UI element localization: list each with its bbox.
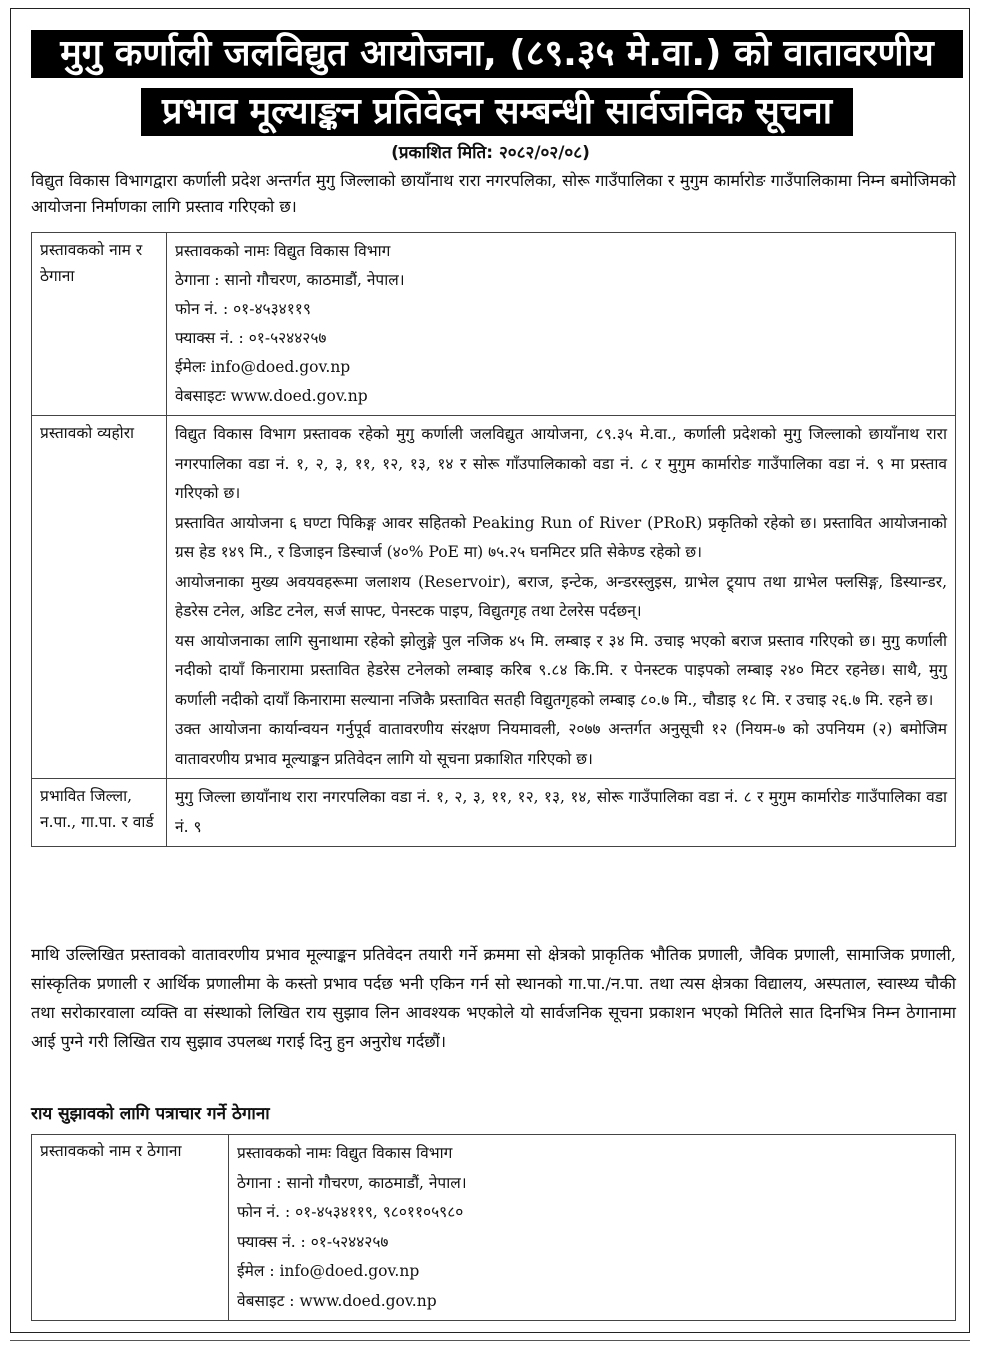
proponent-name: प्रस्तावकको नामः विद्युत विकास विभाग <box>175 242 391 260</box>
published-date: (प्रकाशित मिति: २०८२/०२/०८) <box>391 143 590 163</box>
contact-email: ईमेल : info@doed.gov.np <box>237 1262 420 1280</box>
contact-table <box>31 1134 956 1321</box>
affected-label: प्रभावित जिल्ला, न.पा., गा.पा. र वार्ड <box>32 779 167 847</box>
notice-title-line-1: मुगु कर्णाली जलविद्युत आयोजना, (८९.३५ मे.वा.) को वातावरणीय <box>31 30 963 78</box>
contact-heading: राय सुझावको लागि पत्राचार गर्ने ठेगाना <box>31 1104 270 1124</box>
description-paragraph-4: यस आयोजनाका लागि सुनाथामा रहेको झोलुङ्गे पुल नजिक ४५ मि. लम्बाइ र ३४ मि. उचाइ भएको बराज प्रस्ताव गरिएको छ। मुगु कर्णाली नदीको दायाँ किनारामा प्रस्तावित हेडरेस टनेलको लम्बाइ करिब ९.८४ कि.मि. र पेनस्टक पाइपको लम्बाइ २४० मिटर रहनेछ। साथै, मुगु कर्णाली नदीको दायाँ किनारामा सल्याना नजिकै प्रस्तावित सतही विद्युतगृहको लम्बाइ ८०.७ मि., चौडाइ १८ मि. र उचाइ २६.७ मि. रहने छ। <box>175 631 947 709</box>
table-row-contact <box>32 1135 956 1321</box>
proponent-fax: फ्याक्स नं. : ०१-५२४४२५७ <box>175 329 327 347</box>
table-row-affected <box>32 779 956 847</box>
closing-paragraph: माथि उल्लिखित प्रस्तावको वातावरणीय प्रभाव मूल्याङ्कन प्रतिवेदन तयारी गर्ने क्रममा सो क्षेत्रको प्राकृतिक भौतिक प्रणाली, जैविक प्रणाली, सामाजिक प्रणाली, सांस्कृतिक प्रणाली र आर्थिक प्रणालीमा के कस्तो प्रभाव पर्दछ भनी एकिन गर्न सो स्थानको गा.पा./न.पा. तथा त्यस क्षेत्रका विद्यालय, अस्पताल, स्वास्थ्य चौकी तथा सरोकारवाला व्यक्ति वा संस्थाको लिखित राय सुझाव लिन आवश्यक भएकोले यो सार्वजनिक सूचना प्रकाशन भएको मितिले सात दिनभित्र निम्न ठेगानामा आई पुग्ने गरी लिखित राय सुझाव उपलब्ध गराई दिनु हुन अनुरोध गर्दछौं। <box>31 945 956 1051</box>
description-paragraph-5: उक्त आयोजना कार्यान्वयन गर्नुपूर्व वातावरणीय संरक्षण नियमावली, २०७७ अन्तर्गत अनुसूची १२ (नियम-७ को उपनियम (२) बमोजिम वातावरणीय प्रभाव मूल्याङ्कन प्रतिवेदन लागि यो सूचना प्रकाशित गरिएको छ। <box>175 720 947 768</box>
description-paragraph-2: प्रस्तावित आयोजना ६ घण्टा पिकिङ्ग आवर सहितको Peaking Run of River (PRoR) प्रकृतिको रहेको छ। प्रस्तावित आयोजनाको ग्रस हेड १४९ मि., र डिजाइन डिस्चार्ज (४०% PoE मा) ७५.२५ घनमिटर प्रति सेकेण्ड रहेको छ। <box>175 513 947 561</box>
description-paragraph-1: विद्युत विकास विभाग प्रस्तावक रहेको मुगु कर्णाली जलविद्युत आयोजना, ८९.३५ मे.वा., कर्णाली प्रदेशको मुगु जिल्लाको छायाँनाथ रारा नगरपालिका वडा नं. १, २, ३, ११, १२, १३, १४ र सोरू गाँउपालिकाको वडा नं. ८ र मुगुम कार्मारोङ गाउँपालिका वडा नं. ९ मा प्रस्ताव गरिएको छ। <box>175 425 947 502</box>
table-row-description <box>32 416 956 779</box>
contact-address: ठेगाना : सानो गौचरण, काठमाडौं, नेपाल। <box>237 1173 467 1192</box>
contact-name: प्रस्तावकको नामः विद्युत विकास विभाग <box>237 1144 453 1162</box>
description-details <box>167 416 956 779</box>
proponent-phone: फोन नं. : ०१-४५३४११९ <box>175 300 311 318</box>
notice-title-line-2: प्रभाव मूल्याङ्कन प्रतिवेदन सम्बन्धी सार्वजनिक सूचना <box>141 88 853 136</box>
intro-paragraph: विद्युत विकास विभागद्वारा कर्णाली प्रदेश अन्तर्गत मुगु जिल्लाको छायाँनाथ रारा नगरपलिका, सोरू गाउँपालिका र मुगुम कार्मारोङ गाउँपालिकामा निम्न बमोजिमको आयोजना निर्माणका लागि प्रस्ताव गरिएको छ। <box>31 171 956 216</box>
proponent-address: ठेगाना : सानो गौचरण, काठमाडौं, नेपाल। <box>175 271 405 289</box>
contact-details <box>229 1135 956 1321</box>
contact-fax: फ्याक्स नं. : ०१-५२४४२५७ <box>237 1232 389 1251</box>
proponent-website: वेबसाइटः www.doed.gov.np <box>175 387 368 405</box>
proponent-details <box>167 233 956 416</box>
proponent-email: ईमेलः info@doed.gov.np <box>175 358 351 376</box>
footer-rule <box>10 1340 970 1341</box>
contact-label: प्रस्तावकको नाम र ठेगाना <box>32 1135 229 1321</box>
proponent-label: प्रस्तावकको नाम र ठेगाना <box>32 233 167 416</box>
affected-details <box>167 779 956 847</box>
description-label: प्रस्तावको व्यहोरा <box>32 416 167 779</box>
description-paragraph-3: आयोजनाका मुख्य अवयवहरूमा जलाशय (Reservoir), बराज, इन्टेक, अन्डरस्लुइस, ग्राभेल ट्र्याप तथा ग्राभेल फ्लसिङ्ग, डिस्यान्डर, हेडरेस टनेल, अडिट टनेल, सर्ज साफ्ट, पेनस्टक पाइप, विद्युतगृह तथा टेलरेस पर्दछन्। <box>175 572 947 620</box>
proposal-table <box>31 232 956 847</box>
table-row-proponent <box>32 233 956 416</box>
contact-website: वेबसाइट : www.doed.gov.np <box>237 1291 437 1310</box>
contact-phone: फोन नं. : ०१-४५३४११९, ९८०११०५९८० <box>237 1203 464 1221</box>
affected-value: मुगु जिल्ला छायाँनाथ रारा नगरपलिका वडा नं. १, २, ३, ११, १२, १३, १४, सोरू गाउँपालिका वडा नं. ८ र मुगुम कार्मारोङ गाउँपालिका वडा नं. ९ <box>175 788 947 836</box>
